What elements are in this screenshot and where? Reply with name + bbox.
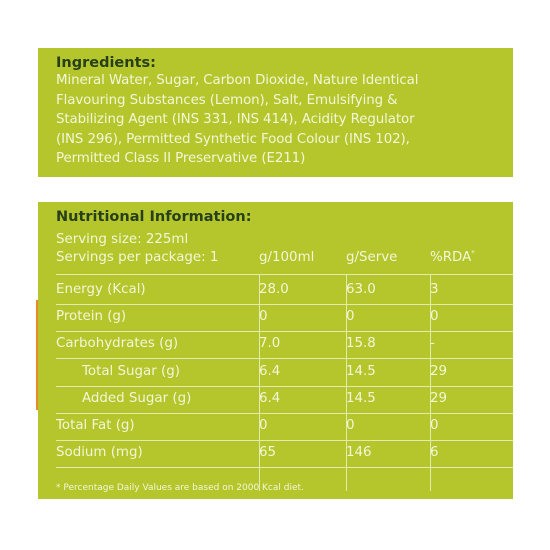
value-rda: 29 — [430, 363, 448, 379]
table-row — [56, 278, 513, 305]
value-rda: 0 — [430, 309, 439, 325]
nutrition-panel — [38, 202, 513, 499]
ingredients-line: Permitted Class II Preservative (E211) — [56, 151, 306, 167]
servings-per-package: Servings per package: 1 — [56, 250, 219, 265]
table-row — [56, 305, 513, 332]
nutrient-label: Sodium (mg) — [56, 445, 143, 461]
nutrient-label: Carbohydrates (g) — [56, 336, 179, 352]
table-row — [56, 441, 513, 468]
value-per-serve: 0 — [346, 309, 355, 325]
nutrient-label: Total Fat (g) — [56, 418, 135, 433]
nutrient-label: Added Sugar (g) — [82, 390, 192, 406]
table-row — [56, 414, 513, 441]
nutrition-heading: Nutritional Information: — [56, 209, 252, 225]
value-rda: 3 — [430, 282, 439, 297]
value-rda: 6 — [430, 445, 439, 461]
nutrient-label: Total Sugar (g) — [82, 363, 180, 379]
ingredients-line: (INS 296), Permitted Synthetic Food Colour (INS 102), — [56, 131, 410, 147]
value-per-serve: 63.0 — [346, 282, 376, 297]
table-row — [56, 387, 513, 414]
table-row — [56, 360, 513, 387]
rda-label: %RDA — [430, 250, 472, 265]
value-per-serve: 0 — [346, 418, 355, 433]
value-per-100ml: 0 — [259, 418, 268, 433]
value-per-100ml: 28.0 — [259, 282, 289, 297]
value-per-serve: 15.8 — [346, 336, 376, 352]
ingredients-line: Flavouring Substances (Lemon), Salt, Emulsifying & — [56, 92, 398, 108]
value-rda: 29 — [430, 390, 448, 406]
value-per-serve: 14.5 — [346, 363, 376, 379]
ingredients-panel — [38, 48, 513, 177]
value-per-100ml: 7.0 — [259, 336, 281, 352]
value-rda: 0 — [430, 418, 439, 433]
column-header-per-serve: g/Serve — [346, 250, 398, 265]
ingredients-text — [56, 71, 508, 169]
value-rda: - — [430, 336, 435, 352]
column-header-per-100ml: g/100ml — [259, 250, 315, 265]
value-per-100ml: 65 — [259, 445, 277, 461]
footnote: * Percentage Daily Values are based on 2000 Kcal diet. — [56, 483, 304, 493]
table-row — [56, 332, 513, 359]
value-per-100ml: 0 — [259, 309, 268, 325]
ingredients-line: Stabilizing Agent (INS 331, INS 414), Acidity Regulator — [56, 112, 415, 128]
table-header — [38, 250, 513, 274]
value-per-serve: 146 — [346, 445, 372, 461]
serving-size: Serving size: 225ml — [56, 232, 189, 247]
nutrient-label: Energy (Kcal) — [56, 282, 146, 297]
value-per-serve: 14.5 — [346, 390, 376, 406]
value-per-100ml: 6.4 — [259, 390, 281, 406]
header-divider — [56, 274, 513, 275]
ingredients-line: Mineral Water, Sugar, Carbon Dioxide, Nature Identical — [56, 73, 419, 88]
nutrient-label: Protein (g) — [56, 309, 127, 325]
rda-marker: * — [471, 249, 475, 257]
column-header-rda — [430, 250, 475, 265]
ingredients-heading: Ingredients: — [56, 55, 156, 71]
value-per-100ml: 6.4 — [259, 363, 281, 379]
